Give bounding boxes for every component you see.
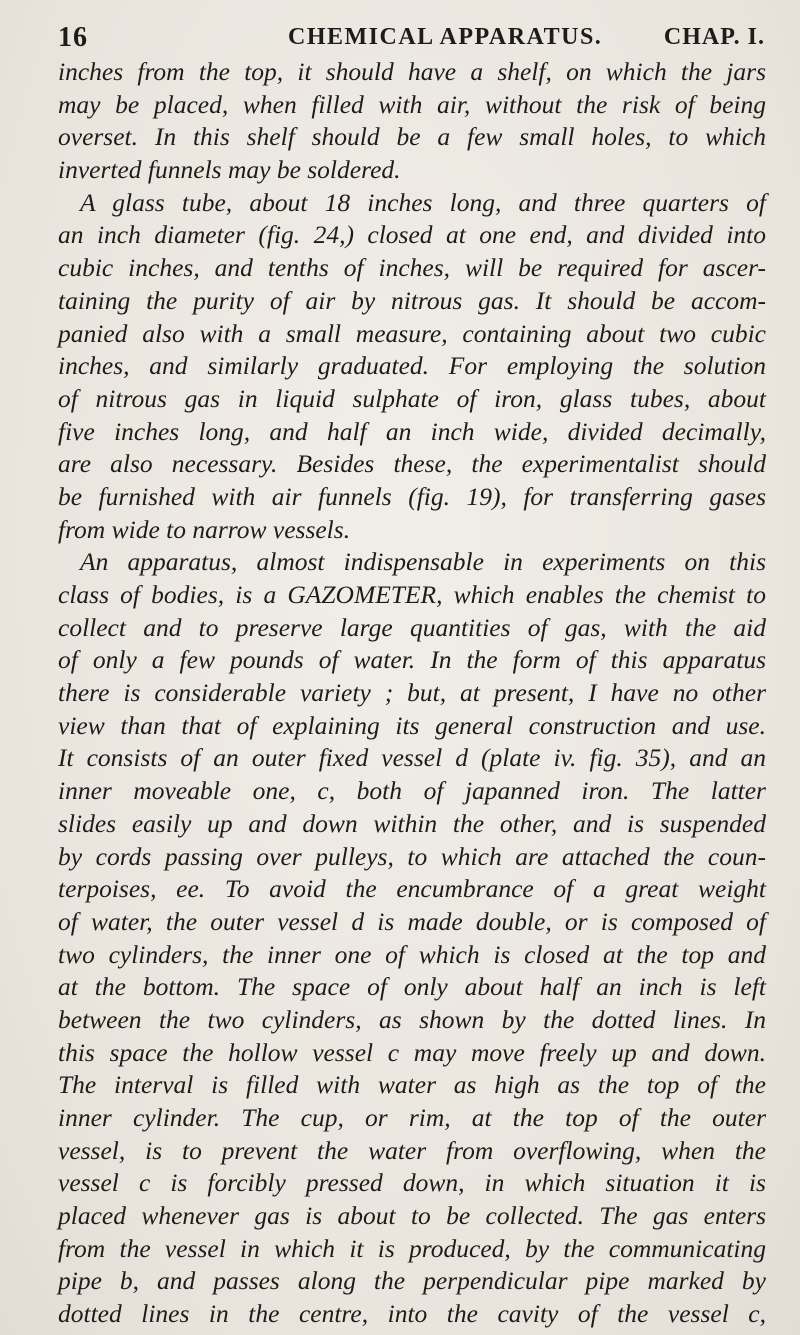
text-line: It consists of an outer fixed vessel d (plate iv. fig. 35), and an <box>58 743 766 773</box>
text-line: are also necessary. Besides these, the experimentalist should <box>58 449 766 479</box>
text-line: class of bodies, is a GAZOMETER, which enables the chemist to <box>58 580 766 609</box>
text-line: inverted funnels may be soldered. <box>58 155 401 185</box>
chapter-label: CHAP. I. <box>663 24 765 50</box>
page-body-text <box>58 56 766 1331</box>
text-line: from wide to narrow vessels. <box>58 514 351 544</box>
text-line: overset. In this shelf should be a few small holes, to which <box>58 122 766 152</box>
text-line: cubic inches, and tenths of inches, will be required for ascer- <box>58 253 766 283</box>
text-line: from the vessel in which it is produced, by the communicating <box>58 1233 766 1263</box>
text-line: there is considerable variety ; but, at present, I have no other <box>58 678 766 708</box>
text-line: an inch diameter (fig. 24,) closed at one end, and divided into <box>58 220 766 250</box>
text-line: inches, and similarly graduated. For employing the solution <box>58 351 766 381</box>
text-line: be furnished with air funnels (fig. 19), for transferring gases <box>58 481 766 511</box>
text-line: A glass tube, about 18 inches long, and three quarters of <box>80 187 766 217</box>
text-line: by cords passing over pulleys, to which are attached the coun- <box>58 841 766 871</box>
text-line: dotted lines in the centre, into the cavity of the vessel c, <box>58 1299 766 1329</box>
text-line: pipe b, and passes along the perpendicular pipe marked by <box>58 1266 766 1296</box>
text-line: taining the purity of air by nitrous gas. It should be accom- <box>58 285 766 315</box>
text-line: five inches long, and half an inch wide, divided decimally, <box>58 416 766 446</box>
text-line: at the bottom. The space of only about half an inch is left <box>58 972 766 1002</box>
text-line: inner cylinder. The cup, or rim, at the top of the outer <box>58 1103 766 1132</box>
text-line: may be placed, when filled with air, without the risk of being <box>58 89 766 119</box>
page-header <box>58 22 765 52</box>
text-line: two cylinders, the inner one of which is closed at the top and <box>58 939 766 969</box>
text-line: of water, the outer vessel d is made double, or is composed of <box>58 906 766 936</box>
running-title: CHEMICAL APPARATUS. <box>288 24 603 50</box>
text-line: inner moveable one, c, both of japanned iron. The latter <box>58 776 766 806</box>
text-line: between the two cylinders, as shown by the dotted lines. In <box>58 1004 766 1034</box>
text-line: panied also with a small measure, containing about two cubic <box>58 318 766 348</box>
text-line: vessel, is to prevent the water from overflowing, when the <box>58 1135 766 1165</box>
text-line: inches from the top, it should have a shelf, on which the jars <box>58 57 766 86</box>
text-line: of nitrous gas in liquid sulphate of iron, glass tubes, about <box>58 383 766 413</box>
text-line: collect and to preserve large quantities of gas, with the aid <box>58 612 766 642</box>
text-line: terpoises, ee. To avoid the encumbrance of a great weight <box>58 874 766 904</box>
page-number: 16 <box>58 22 88 53</box>
text-line: of only a few pounds of water. In the form of this apparatus <box>58 645 766 675</box>
text-line: vessel c is forcibly pressed down, in which situation it is <box>58 1168 766 1198</box>
text-line: placed whenever gas is about to be collected. The gas enters <box>58 1201 766 1231</box>
text-line: this space the hollow vessel c may move freely up and down. <box>58 1037 766 1067</box>
text-line: slides easily up and down within the other, and is suspended <box>58 808 766 838</box>
text-line: The interval is filled with water as high as the top of the <box>58 1070 766 1100</box>
text-line: An apparatus, almost indispensable in experiments on this <box>80 547 766 577</box>
text-line: view than that of explaining its general construction and use. <box>58 710 766 740</box>
